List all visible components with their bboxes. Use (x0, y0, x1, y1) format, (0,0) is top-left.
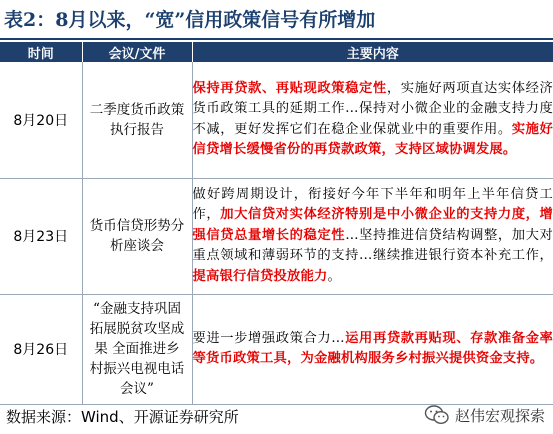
header-time: 时间 (0, 42, 82, 62)
watermark (424, 402, 545, 428)
data-source-note: 数据来源：Wind、开源证券研究所 (6, 408, 239, 426)
watermark-text: 赵伟宏观探索 (454, 406, 545, 425)
content-segment: 。 (327, 268, 341, 284)
content-segment: 运用再贷款再贴现、存款准备金率等货币政策工具，为金融机构服务乡村振兴提供资金支持。 (192, 330, 553, 366)
meeting-line: 货币信贷形势分 (89, 218, 185, 234)
content-segment: 保持再贷款、再贴现政策稳定性 (192, 80, 387, 96)
table-row (0, 294, 553, 404)
content-segment: 提高银行信贷投放能力 (192, 268, 328, 284)
meeting-line: 果 全面推进乡 (94, 341, 180, 357)
row-meeting (82, 294, 192, 404)
meeting-line: 执行报告 (110, 121, 164, 138)
title-divider (0, 38, 553, 40)
meeting-line: “金融支持巩固 (93, 301, 181, 317)
content-segment: 加大信贷对实体经济特别是中小微企业的支持力度，增强信贷总量增长的稳定性 (192, 207, 553, 243)
row-content (192, 178, 553, 294)
meeting-line: 拓展脱贫攻坚成 (89, 321, 185, 337)
table-title: 表2：8月以来，“宽”信用政策信号有所增加 (4, 9, 376, 31)
row-date: 8月26日 (0, 294, 82, 404)
table-row (0, 178, 553, 294)
content-segment: 实施好信贷增长缓慢省份的再贷款政策，支持区域协调发展。 (192, 121, 553, 158)
content-segment: 要进一步增强政策合力… (192, 330, 345, 346)
header-meeting: 会议/文件 (82, 42, 192, 62)
table-header-row (0, 42, 553, 62)
row-meeting (82, 62, 192, 178)
row-meeting (82, 178, 192, 294)
header-content: 主要内容 (192, 42, 553, 62)
content-segment: 做好跨周期设计，衔接好今年下半年和明年上半年信贷工作， (192, 186, 553, 223)
meeting-line: 会议” (120, 381, 154, 397)
meeting-line: 村振兴电视电话 (89, 361, 185, 377)
content-segment: …坚持推进信贷结构调整，加大对重点领域和薄弱环节的支持…继续推进银行资本补充工作， (192, 227, 553, 264)
row-date: 8月23日 (0, 178, 82, 294)
content-segment: ，实施好两项直达实体经济货币政策工具的延期工作…保持对小微企业的金融支持力度不减，更好发挥它们在稳企业保就业中的重要作用。 (192, 80, 553, 137)
wechat-icon (424, 404, 450, 426)
table-row (0, 62, 553, 178)
policy-table (0, 42, 553, 405)
meeting-line: 析座谈会 (110, 238, 164, 254)
row-date: 8月20日 (0, 62, 82, 178)
row-content (192, 294, 553, 404)
meeting-line: 二季度货币政策 (89, 101, 185, 118)
row-content (192, 62, 553, 178)
